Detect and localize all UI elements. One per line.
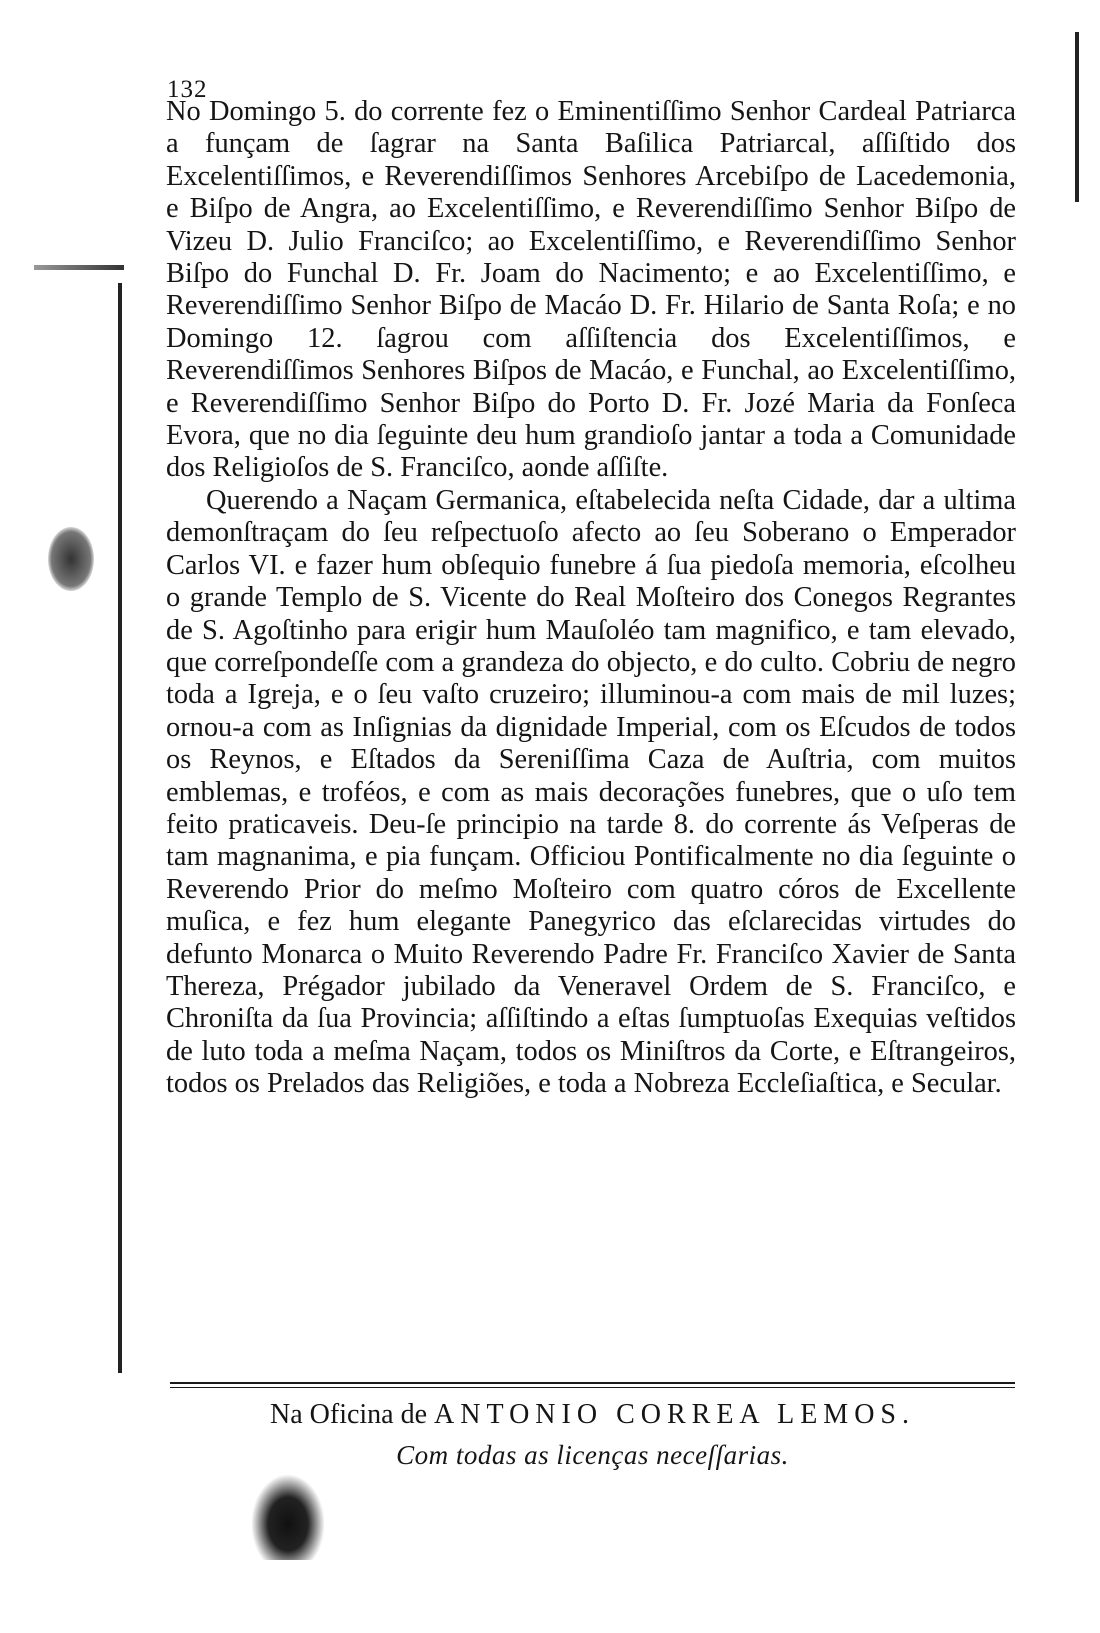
paragraph-consecration: No Domingo 5. do corrente fez o Eminentiſſimo Senhor Cardeal Patriarca a funçam de ſagrar na Santa Baſilica Patriarcal, aſſiſtido dos Excelentiſſimos, e Reverendiſſimos Senhores Arcebiſpo de Lacedemonia, e Biſpo de Angra, ao Excelentiſſimo, e Reverendiſſimo Senhor Biſpo de Vizeu D. Julio Franciſco; ao Excelentiſſimo, e Reverendiſſimo Senhor Biſpo do Funchal D. Fr. Joam do Nacimento; e ao Excelentiſſimo, e Reverendiſſimo Senhor Biſpo de Macáo D. Fr. Hilario de Santa Roſa; e no Domingo 12. ſagrou com aſſiſtencia dos Excelentiſſimos, e Reverendiſſimos Senhores Biſpos de Macáo, e Funchal, ao Excelentiſſimo, e Reverendiſſimo Senhor Biſpo do Porto D. Fr. Jozé Maria da Fonſeca Evora, que no dia ſeguinte deu hum grandioſo jantar a toda a Comunidade dos Religioſos de S. Franciſco, aonde aſſiſte. [166,96,1016,484]
ink-smudge [248,1470,328,1560]
scan-edge-top [34,265,124,270]
scan-edge-right [1075,32,1079,202]
paragraph-funeral: Querendo a Naçam Germanica, eſtabelecida neſta Cidade, dar a ultima demonſtraçam do ſeu reſpectuoſo afecto ao ſeu Soberano o Emperador Carlos VI. e fazer hum obſequio funebre á ſua piedoſa memoria, eſcolheu o grande Templo de S. Vicente do Real Moſteiro dos Conegos Regrantes de S. Agoſtinho para erigir hum Mauſoléo tam magnifico, e tam elevado, que correſpondeſſe com a grandeza do objecto, e do culto. Cobriu de negro toda a Igreja, e o ſeu vaſto cruzeiro; illuminou-a com mais de mil luzes; ornou-a com as Inſignias da dignidade Imperial, com os Eſcudos de todos os Reynos, e Eſtados da Sereniſſima Caza de Auſtria, com muitos emblemas, e troféos, e com as mais decorações funebres, que o uſo tem feito praticaveis. Deu-ſe principio na tarde 8. do corrente ás Veſperas de tam magnanima, e pia funçam. Officiou Pontificalmente no dia ſeguinte o Reverendo Prior do meſmo Moſteiro com quatro córos de Excellente muſica, e fez hum elegante Panegyrico das eſclarecidas virtudes do defunto Monarca o Muito Reverendo Padre Fr. Franciſco Xavier de Santa Thereza, Prégador jubilado da Veneravel Ordem de S. Franciſco, e Chroniſta da ſua Provincia; aſſiſtindo a eſtas ſumptuoſas Exequias veſtidos de luto toda a meſma Naçam, todos os Miniſtros da Corte, e Eſtrangeiros, todos os Prelados das Religiões, e toda a Nobreza Eccleſiaſtica, e Secular. [166,484,1016,1100]
imprint-printer: ANTONIO CORREA LEMOS. [434,1399,915,1430]
imprint-prefix: Na Oficina de [270,1399,435,1430]
body-text [166,96,1016,1101]
imprint [170,1395,1015,1475]
imprint-line [170,1395,1015,1435]
scan-edge-left [118,283,122,1373]
divider-rule-thin [170,1387,1015,1388]
divider-rule [170,1382,1015,1384]
imprint-license: Com todas as licenças neceſſarias. [396,1440,789,1470]
page-number: 132 [167,76,208,103]
ink-blot [48,527,94,591]
